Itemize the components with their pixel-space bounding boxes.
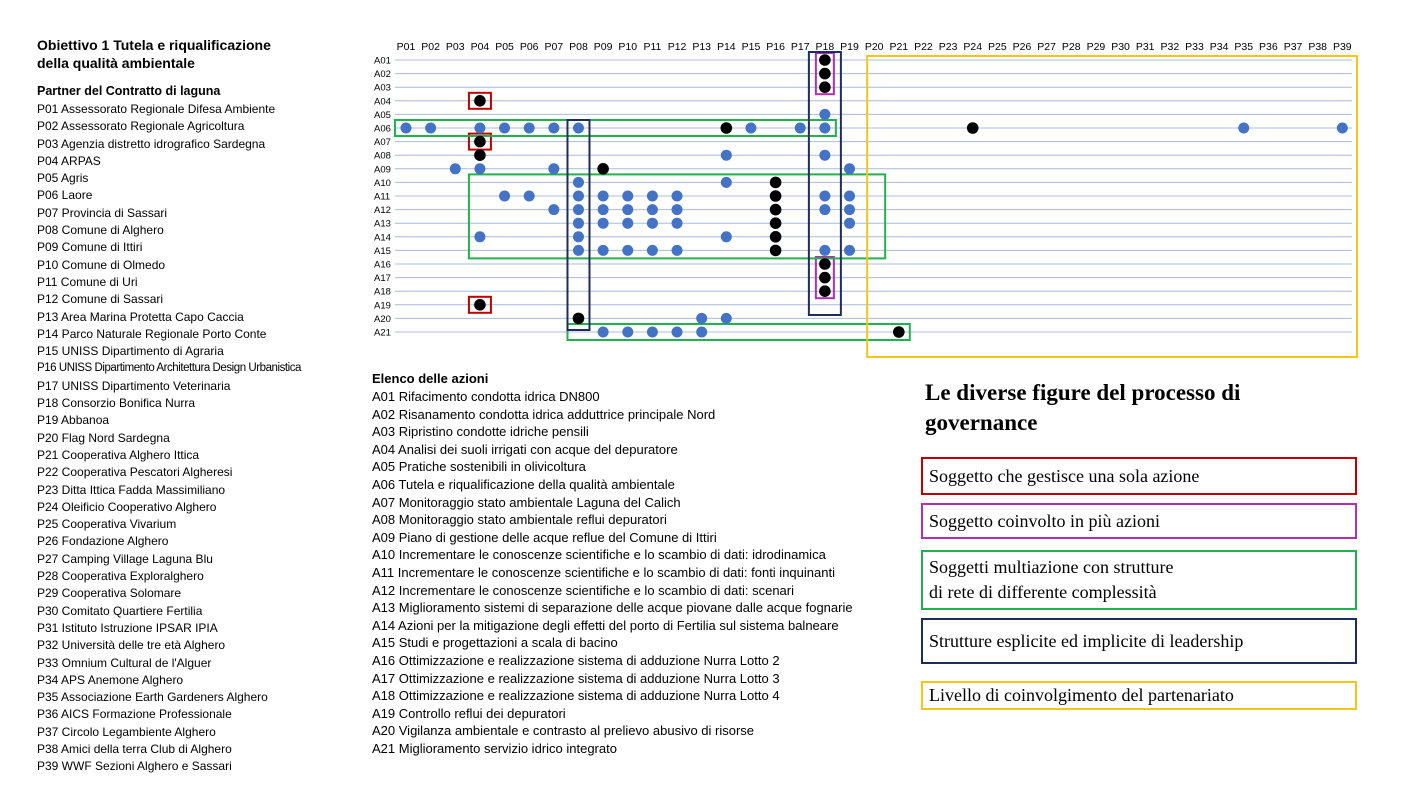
participant-dot [474,123,485,134]
participant-dot [819,191,830,202]
participant-dot [548,204,559,215]
participant-dot [647,204,658,215]
row-header: A03 [374,82,391,94]
participant-dot [573,204,584,215]
participant-dot [573,218,584,229]
participant-dot [573,123,584,134]
column-header: P30 [1111,41,1130,53]
column-header: P06 [519,41,539,53]
participant-dot [499,123,510,134]
partner-item: P26 Fondazione Alghero [37,534,169,549]
lead-dot [819,81,831,93]
participant-dot [622,191,633,202]
action-item: A18 Ottimizzazione e realizzazione sistema di adduzione Nurra Lotto 4 [372,688,780,704]
action-item: A03 Ripristino condotte idriche pensili [372,424,589,440]
column-header: P19 [840,41,859,53]
lead-dot [819,258,831,270]
column-header: P23 [938,41,958,53]
partner-item: P06 Laore [37,188,93,203]
participant-dot [819,150,830,161]
column-header: P18 [815,41,835,53]
partner-item: P08 Comune di Alghero [37,223,164,238]
lead-dot [819,54,831,66]
row-header: A07 [374,137,391,149]
partner-item: P19 Abbanoa [37,413,110,428]
column-header: P26 [1012,41,1032,53]
lead-dot [474,299,486,311]
column-header: P15 [741,41,761,53]
lead-dot [721,122,733,134]
partner-item: P15 UNISS Dipartimento di Agraria [37,344,224,359]
legend-partnership-level: Livello di coinvolgimento del partenariato [921,681,1357,710]
participant-dot [647,327,658,338]
column-header: P04 [470,41,490,53]
lead-dot [770,231,782,243]
participant-dot [598,245,609,256]
lead-dot [770,217,782,229]
partner-item: P16 UNISS Dipartimento Architettura Design Urbanistica [37,362,301,375]
row-header: A02 [374,69,391,81]
participant-dot [622,204,633,215]
column-header: P10 [618,41,638,53]
action-item: A09 Piano di gestione delle acque reflue del Comune di Ittiri [372,529,717,545]
participant-dot [844,245,855,256]
row-header: A16 [374,259,391,271]
participant-dot [548,163,559,174]
row-header: A12 [374,205,391,217]
action-item: A12 Incrementare le conoscenze scientifiche e lo scambio di dati: scenari [372,582,794,598]
action-item: A10 Incrementare le conoscenze scientifiche e lo scambio di dati: idrodinamica [372,547,826,563]
participant-dot [672,245,683,256]
partner-item: P34 APS Anemone Alghero [37,672,184,687]
lead-dot [967,122,979,134]
participant-dot [819,123,830,134]
column-header: P31 [1135,41,1155,53]
participant-dot [721,177,732,188]
participant-dot [474,231,485,242]
participant-dot [474,163,485,174]
page-title: Obiettivo 1 Tutela e riqualificazione della qualità ambientale [37,37,271,71]
action-item: A01 Rifacimento condotta idrica DN800 [372,389,600,404]
column-header: P36 [1259,41,1278,53]
legend-single-action: Soggetto che gestisce una sola azione [921,457,1357,495]
partner-item: P13 Area Marina Protetta Capo Caccia [37,309,244,324]
participant-dot [795,123,806,134]
column-header: P35 [1234,41,1254,53]
row-header: A18 [374,286,391,298]
participant-dot [819,245,830,256]
row-header: A21 [374,327,391,339]
partner-item: P30 Comitato Quartiere Fertilia [37,603,203,618]
row-header: A08 [374,150,391,162]
column-header: P03 [445,41,465,53]
participant-dot [524,123,535,134]
participant-dot [844,204,855,215]
lead-dot [770,177,782,189]
action-item: A05 Pratiche sostenibili in olivicoltura [372,459,586,475]
column-header: P20 [864,41,884,53]
participant-dot [672,218,683,229]
partner-action-matrix [0,0,1411,370]
participant-dot [819,109,830,120]
column-header: P28 [1061,41,1081,53]
participant-dot [499,191,510,202]
action-item: A13 Miglioramento sistemi di separazione delle acque piovane dalle acque fognarie [372,600,853,616]
action-item: A08 Monitoraggio stato ambientale reflui depuratori [372,512,667,528]
row-header: A06 [374,123,391,135]
action-item: A06 Tutela e riqualificazione della qualità ambientale [372,476,675,492]
participant-dot [647,191,658,202]
legend-multi-action: Soggetto coinvolto in più azioni [921,503,1357,539]
row-header: A19 [374,300,391,312]
lead-dot [819,285,831,297]
row-header: A14 [374,232,391,244]
action-item: A11 Incrementare le conoscenze scientifiche e lo scambio di dati: fonti inquinanti [372,564,835,580]
actions-heading: Elenco delle azioni [372,371,489,386]
column-header: P21 [889,41,909,53]
action-item: A15 Studi e progettazioni a scala di bacino [372,635,618,651]
column-header: P09 [593,41,613,53]
action-item: A19 Controllo reflui dei depuratori [372,705,566,721]
participant-dot [548,123,559,134]
action-item: A20 Vigilanza ambientale e contrasto al prelievo abusivo di risorse [372,723,755,739]
participant-dot [425,123,436,134]
participant-dot [844,218,855,229]
participant-dot [721,313,732,324]
legend-network: Soggetti multiazione con strutture di rete di differente complessità [921,550,1357,610]
column-header: P13 [692,41,712,53]
partner-item: P21 Cooperativa Alghero Ittica [37,447,200,462]
partner-item: P31 Istituto Istruzione IPSAR IPIA [37,620,218,635]
participant-dot [573,177,584,188]
partner-item: P23 Ditta Ittica Fadda Massimiliano [37,482,226,497]
partner-item: P25 Cooperativa Vivarium [37,517,177,532]
column-header: P07 [544,41,564,53]
row-header: A10 [374,177,391,189]
row-header: A04 [374,96,391,108]
legend-leadership: Strutture esplicite ed implicite di leadership [921,618,1357,664]
lead-dot [770,204,782,216]
lead-dot [597,163,609,175]
participant-dot [1337,123,1348,134]
column-header: P38 [1308,41,1328,53]
participant-dot [696,327,707,338]
partner-item: P04 ARPAS [37,153,101,168]
lead-dot [474,149,486,161]
partner-item: P28 Cooperativa Exploralghero [37,569,204,584]
action-item: A16 Ottimizzazione e realizzazione sistema di adduzione Nurra Lotto 2 [372,652,780,668]
participant-dot [745,123,756,134]
column-header: P11 [643,41,662,53]
column-header: P01 [396,41,416,53]
participant-dot [622,327,633,338]
row-header: A20 [374,313,391,325]
lead-dot [474,136,486,148]
partner-item: P18 Consorzio Bonifica Nurra [37,396,196,411]
partner-item: P11 Comune di Uri [37,274,138,289]
partner-item: P01 Assessorato Regionale Difesa Ambiente [37,102,276,116]
column-header: P39 [1332,41,1352,53]
participant-dot [598,327,609,338]
participant-dot [622,218,633,229]
column-header: P29 [1086,41,1106,53]
partner-item: P02 Assessorato Regionale Agricoltura [37,119,245,134]
partner-item: P12 Comune di Sassari [37,292,164,307]
lead-dot [573,313,585,325]
participant-dot [672,191,683,202]
participant-dot [598,218,609,229]
action-item: A14 Azioni per la mitigazione degli effetti del porto di Fertilia sul sistema balneare [372,617,839,633]
row-header: A09 [374,164,391,176]
participant-dot [573,191,584,202]
partner-item: P38 Amici della terra Club di Alghero [37,741,232,756]
column-header: P22 [914,41,933,53]
partner-item: P24 Oleificio Cooperativo Alghero [37,499,217,514]
participant-dot [524,191,535,202]
column-header: P32 [1160,41,1180,53]
participant-dot [844,191,855,202]
participant-dot [819,204,830,215]
participant-dot [721,150,732,161]
column-header: P08 [569,41,588,53]
partner-item: P20 Flag Nord Sardegna [37,430,170,445]
participant-dot [721,231,732,242]
partner-item: P36 AICS Formazione Professionale [37,707,232,722]
column-header: P34 [1209,41,1229,53]
lead-dot [770,245,782,257]
participant-dot [622,245,633,256]
partner-item: P39 WWF Sezioni Alghero e Sassari [37,759,232,774]
actions-list [372,388,853,757]
action-item: A21 Miglioramento servizio idrico integrato [372,740,617,756]
column-header: P27 [1037,41,1056,53]
legend-title: Le diverse figure del processo di governance [925,380,1241,435]
partner-item: P27 Camping Village Laguna Blu [37,551,213,566]
column-header: P25 [988,41,1007,53]
participant-dot [844,163,855,174]
action-item: A07 Monitoraggio stato ambientale Laguna del Calich [372,494,681,510]
column-header: P12 [667,41,687,53]
lead-dot [893,326,905,338]
partner-item: P29 Cooperativa Solomare [37,586,182,601]
column-header: P14 [716,41,736,53]
participant-dot [401,123,412,134]
column-header: P16 [766,41,785,53]
participant-dot [598,191,609,202]
partner-item: P09 Comune di Ittiri [37,240,143,255]
action-item: A04 Analisi dei suoli irrigati con acque del depuratore [372,441,678,457]
row-header: A17 [374,273,391,285]
partner-item: P10 Comune di Olmedo [37,257,166,272]
participant-dot [598,204,609,215]
partner-item: P07 Provincia di Sassari [37,205,168,220]
partner-item: P35 Associazione Earth Gardeners Alghero [37,690,268,705]
partner-item: P33 Omnium Cultural de l'Alguer [37,655,212,670]
participant-dot [647,245,658,256]
column-header: P24 [963,41,983,53]
partners-heading: Partner del Contratto di laguna [37,84,221,98]
participant-dot [573,231,584,242]
partner-item: P14 Parco Naturale Regionale Porto Conte [37,326,267,341]
column-header: P37 [1283,41,1303,53]
partner-item: P05 Agris [37,171,89,186]
participant-dot [672,327,683,338]
row-header: A15 [374,245,391,257]
partner-item: P17 UNISS Dipartimento Veterinaria [37,378,231,393]
column-header: P05 [495,41,514,53]
row-header: A11 [374,191,391,203]
lead-dot [819,272,831,284]
column-header: P17 [790,41,810,53]
participant-dot [1238,123,1249,134]
partner-item: P37 Circolo Legambiente Alghero [37,724,216,739]
participant-dot [647,218,658,229]
participant-dot [672,204,683,215]
column-header: P33 [1185,41,1204,53]
row-header: A05 [374,109,391,121]
partner-item: P03 Agenzia distretto idrografico Sardegna [37,136,266,151]
lead-dot [474,95,486,107]
participant-dot [696,313,707,324]
column-header: P02 [421,41,440,53]
action-item: A02 Risanamento condotta idrica adduttrice principale Nord [372,406,716,422]
lead-dot [770,190,782,202]
lead-dot [819,68,831,80]
partner-item: P32 Università delle tre età Alghero [37,638,226,653]
participant-dot [450,163,461,174]
row-header: A01 [374,55,391,67]
action-item: A17 Ottimizzazione e realizzazione sistema di adduzione Nurra Lotto 3 [372,670,780,686]
participant-dot [573,245,584,256]
row-header: A13 [374,218,391,230]
partner-item: P22 Cooperativa Pescatori Algheresi [37,465,233,480]
